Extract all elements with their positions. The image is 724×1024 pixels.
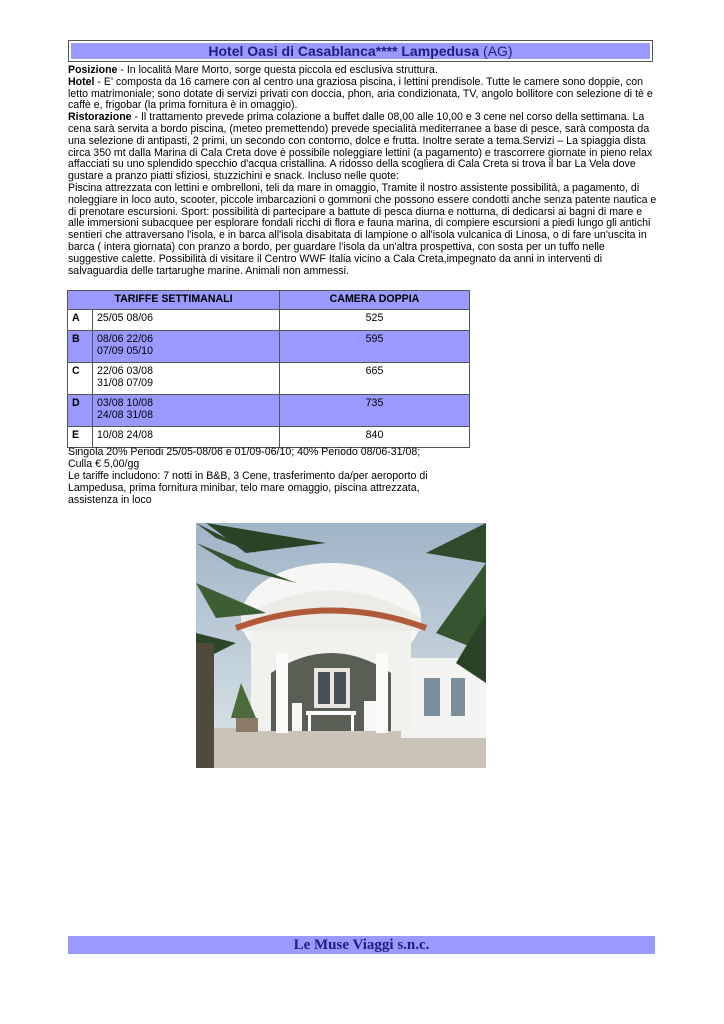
row-price: 665 (280, 363, 470, 395)
row-dates (93, 331, 280, 363)
table-row (68, 310, 470, 331)
row-dates-2: 07/09 05/10 (97, 345, 153, 357)
page-title (71, 43, 650, 59)
table-row (68, 331, 470, 363)
footer-company: Le Muse Viaggi s.n.c. (68, 936, 655, 954)
table-row (68, 363, 470, 395)
row-category: C (68, 363, 93, 395)
ristorazione-label: Ristorazione (68, 111, 132, 124)
posizione-label: Posizione (68, 64, 118, 76)
row-category: B (68, 331, 93, 363)
table-row (68, 427, 470, 448)
row-dates-2: 31/08 07/09 (97, 377, 153, 389)
row-price: 840 (280, 427, 470, 448)
row-category: D (68, 395, 93, 427)
ristorazione-text: - Il trattamento prevede prima colazione a buffet dalle 08,00 alle 10,00 e 3 cene nel corso della settimana. La cena sarà servita a bordo piscina, (meteo premettendo) prevede specialità mediterranee a base di pesce, sarà composta da una selezione di antipasti, 2 primi, un secondo con contorno, dolce e frutta. Inoltre serate a tema.Servizi – La spiaggia dista circa 350 mt dalla Marina di Cala Creta dove è possibile noleggiare lettini (a pagamento) e trascorrere giornate in pieno relax affacciati su uno splendido specchio d'acqua cristallina. A ridosso della scogliera di Cala Creta si trova il bar La Vela dove gustare a pranzo piatti sfiziosi, stuzzichini e snack. Incluso nelle quote: (68, 111, 653, 183)
row-dates (93, 363, 280, 395)
hotel-photo-illustration (196, 523, 486, 768)
row-price: 525 (280, 310, 470, 331)
hotel-name: Hotel Oasi di Casablanca**** Lampedusa (208, 43, 480, 59)
col-header-camera: CAMERA DOPPIA (280, 291, 470, 310)
row-price: 595 (280, 331, 470, 363)
hotel-photo (196, 523, 486, 768)
row-dates (93, 395, 280, 427)
hotel-text: - E' composta da 16 camere con al centro una graziosa piscina, i lettini prendisole. Tutte le camere sono doppie, con letto matrimoniale; sono dotate di servizi privati con doccia, phon, aria condizionata, TV, angolo bollitore con selezione di tè e caffè e, frigobar (la prima fornitura è in omaggio). (68, 75, 653, 112)
description (68, 65, 658, 277)
title-box (68, 40, 653, 62)
row-dates-1: 03/08 10/08 (97, 397, 153, 409)
piscina-paragraph: Piscina attrezzata con lettini e ombrelloni, teli da mare in omaggio, Tramite il nostro assistente possibilità, a pagamento, di noleggiare in loco auto, scooter, piccole imbarcazioni o gommoni che possono essere condotti anche senza patente nautica e di prenotare escursioni. Sport: possibilità di partecipare a battute di pesca diurna e notturna, di dedicarsi ai bagni di mare e alle immersioni subacquee per esplorare fondali ricchi di flora e fauna marina, di compiere escursioni a piedi lungo gli antichi sentieri che attraversano l'isola, e in barca all'isola disabitata di lampione o all'isola vulcanica di Linosa, o di fare un'uscita in barca ( intera giornata) con pranzo a bordo, per guardare l'isola da un'altra prospettiva, con sosta per un tuffo nelle suggestive calette. Possibilità di visitare il Centro WWF Italia vicino a Cala Creta,impegnato da anni in interventi di salvaguardia delle tartarughe marine. Animali non ammessi. (68, 181, 657, 277)
posizione-text: - In località Mare Morto, sorge questa piccola ed esclusiva struttura. (117, 64, 438, 76)
supplements-note: Singola 20% Periodi 25/05-08/06 e 01/09-06/10; 40% Periodo 08/06-31/08; Culla € 5,00/gg (68, 446, 421, 470)
row-dates-1: 08/06 22/06 (97, 333, 153, 345)
rates-table (67, 290, 470, 448)
row-category: A (68, 310, 93, 331)
table-row (68, 395, 470, 427)
row-dates-1: 22/06 03/08 (97, 365, 153, 377)
inclusions-note: Le tariffe includono: 7 notti in B&B, 3 Cene, trasferimento da/per aeroporto di Lampedusa, prima fornitura minibar, telo mare omaggio, piscina attrezzata, assistenza in loco (68, 470, 428, 506)
row-dates-1: 10/08 24/08 (97, 429, 153, 441)
row-category: E (68, 427, 93, 448)
row-dates (93, 427, 280, 448)
notes (68, 446, 438, 506)
row-dates-1: 25/05 08/06 (97, 312, 153, 324)
row-dates-2: 24/08 31/08 (97, 409, 153, 421)
ristorazione-paragraph (68, 112, 658, 183)
rates-header-row (68, 291, 470, 310)
col-header-tariffe: TARIFFE SETTIMANALI (68, 291, 280, 310)
province: (AG) (483, 43, 513, 59)
hotel-label: Hotel (68, 75, 95, 88)
row-price: 735 (280, 395, 470, 427)
row-dates (93, 310, 280, 331)
hotel-paragraph (68, 77, 658, 112)
